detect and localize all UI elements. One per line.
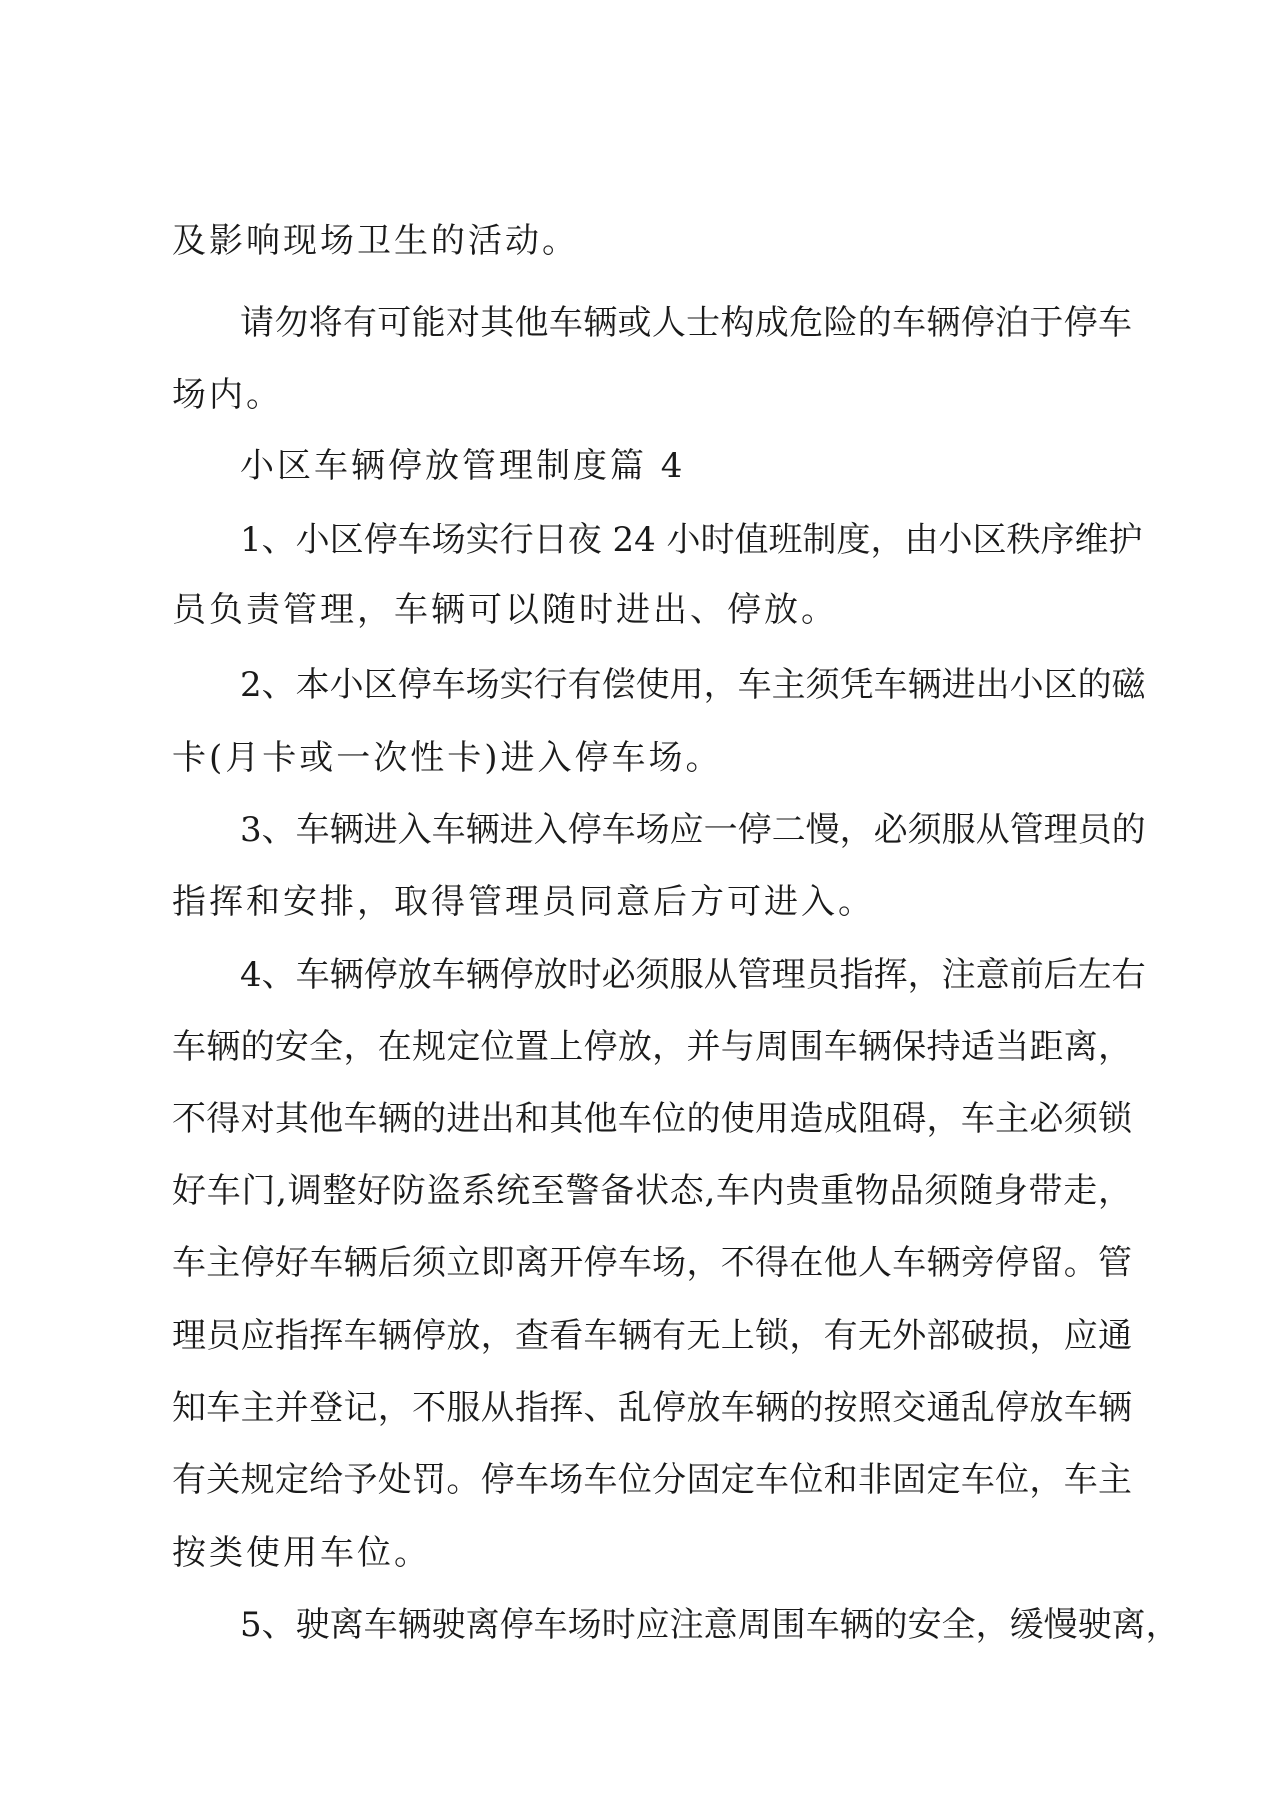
text-line: 知车主并登记，不服从指挥、乱停放车辆的按照交通乱停放车辆	[172, 1388, 1132, 1428]
text-line: 及影响现场卫生的活动。	[172, 221, 579, 261]
text-line: 请勿将有可能对其他车辆或人士构成危险的车辆停泊于停车	[240, 303, 1132, 343]
text-line: 3、车辆进入车辆进入停车场应一停二慢，必须服从管理员的	[240, 810, 1146, 850]
text-line: 场内。	[172, 375, 283, 415]
section-heading: 小区车辆停放管理制度篇 4	[240, 446, 686, 486]
text-line: 5、驶离车辆驶离停车场时应注意周围车辆的安全，缓慢驶离，	[240, 1605, 1180, 1645]
text-line: 好车门,调整好防盗系统至警备状态,车内贵重物品须随身带走，	[172, 1171, 1132, 1211]
text-line: 车主停好车辆后须立即离开停车场，不得在他人车辆旁停留。管	[172, 1243, 1132, 1283]
text-line: 不得对其他车辆的进出和其他车位的使用造成阻碍，车主必须锁	[172, 1099, 1132, 1139]
text-line: 员负责管理，车辆可以随时进出、停放。	[172, 590, 838, 630]
text-line: 理员应指挥车辆停放，查看车辆有无上锁，有无外部破损，应通	[172, 1316, 1132, 1356]
text-line: 指挥和安排，取得管理员同意后方可进入。	[172, 882, 875, 922]
text-line: 1、小区停车场实行日夜 24 小时值班制度，由小区秩序维护	[240, 520, 1143, 560]
text-line: 车辆的安全，在规定位置上停放，并与周围车辆保持适当距离，	[172, 1027, 1132, 1067]
text-line: 4、车辆停放车辆停放时必须服从管理员指挥，注意前后左右	[240, 955, 1146, 995]
text-line: 卡(月卡或一次性卡)进入停车场。	[172, 738, 723, 778]
text-line: 2、本小区停车场实行有偿使用，车主须凭车辆进出小区的磁	[240, 665, 1146, 705]
text-line: 有关规定给予处罚。停车场车位分固定车位和非固定车位，车主	[172, 1460, 1132, 1500]
text-line: 按类使用车位。	[172, 1533, 431, 1573]
